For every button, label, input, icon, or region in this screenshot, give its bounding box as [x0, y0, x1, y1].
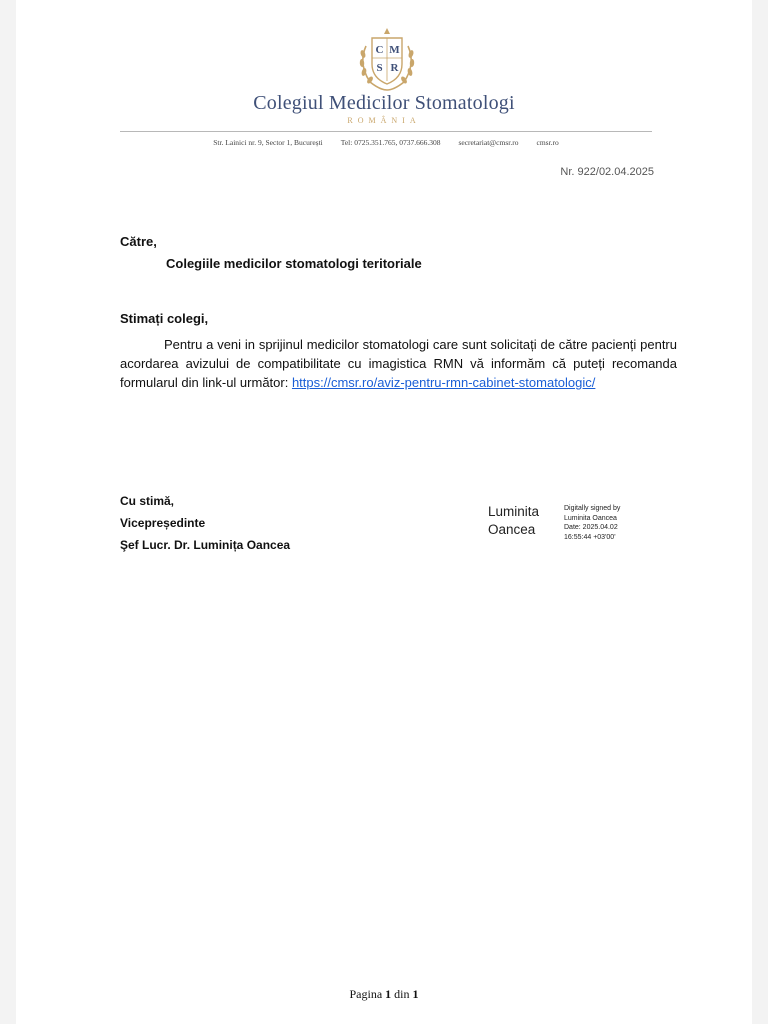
- footer-total-pages: 1: [412, 987, 419, 1001]
- digital-signature-name[interactable]: [488, 503, 539, 539]
- closing-signatory: Şef Lucr. Dr. Luminița Oancea: [120, 538, 291, 552]
- signature-meta-line1: Digitally signed by: [564, 505, 621, 512]
- signature-meta-line2: Luminita Oancea: [564, 514, 617, 522]
- salutation: Stimați colegi,: [120, 311, 209, 326]
- organization-country: ROMÂNIA: [347, 116, 421, 125]
- document-page: [16, 0, 752, 1024]
- closing-regards: Cu stimă,: [120, 494, 175, 508]
- to-label: Către,: [120, 234, 157, 249]
- signature-name-line2: Oancea: [488, 522, 536, 537]
- form-link[interactable]: https://cmsr.ro/aviz-pentru-rmn-cabinet-stomatologic/: [291, 375, 596, 390]
- closing-position: Vicepreședinte: [120, 516, 206, 530]
- letterhead-divider: [120, 131, 652, 132]
- body-text: Pentru a veni in sprijinul medicilor stomatologi care sunt solicitați de către pacienți pentru acordarea avizului de compatibilitate cu imagistica RMN vă informăm că puteți recomanda formularul din link-ul următor:: [120, 337, 677, 390]
- signature-meta-line3: Date: 2025.04.02: [564, 524, 618, 531]
- logo-letter-c: C: [375, 44, 384, 56]
- digital-signature-meta[interactable]: [564, 504, 620, 542]
- contact-address: Str. Lainici nr. 9, Sector 1, București: [213, 138, 323, 147]
- logo-letter-s: S: [376, 62, 383, 74]
- footer-current-page: 1: [385, 987, 392, 1001]
- logo-letter-r: R: [390, 62, 399, 74]
- recipient: Colegiile medicilor stomatologi teritoriale: [166, 256, 422, 271]
- logo-letter-m: M: [389, 44, 400, 56]
- contact-phone: Tel: 0725.351.765, 0737.666.308: [340, 138, 441, 147]
- document-number: Nr. 922/02.04.2025: [560, 166, 654, 178]
- letterhead-contacts: [120, 138, 652, 147]
- cmsr-logo-icon: [352, 26, 422, 96]
- footer-middle: din: [391, 987, 413, 1001]
- contact-email[interactable]: secretariat@cmsr.ro: [458, 138, 519, 147]
- body-paragraph: [120, 335, 677, 392]
- page-footer: [16, 987, 752, 1002]
- footer-prefix: Pagina: [349, 987, 386, 1001]
- contact-website[interactable]: cmsr.ro: [536, 138, 559, 147]
- signature-name-line1: Luminita: [488, 504, 540, 519]
- organization-name: Colegiul Medicilor Stomatologi: [253, 92, 515, 114]
- signature-meta-line4: 16:55:44 +03'00': [564, 533, 616, 541]
